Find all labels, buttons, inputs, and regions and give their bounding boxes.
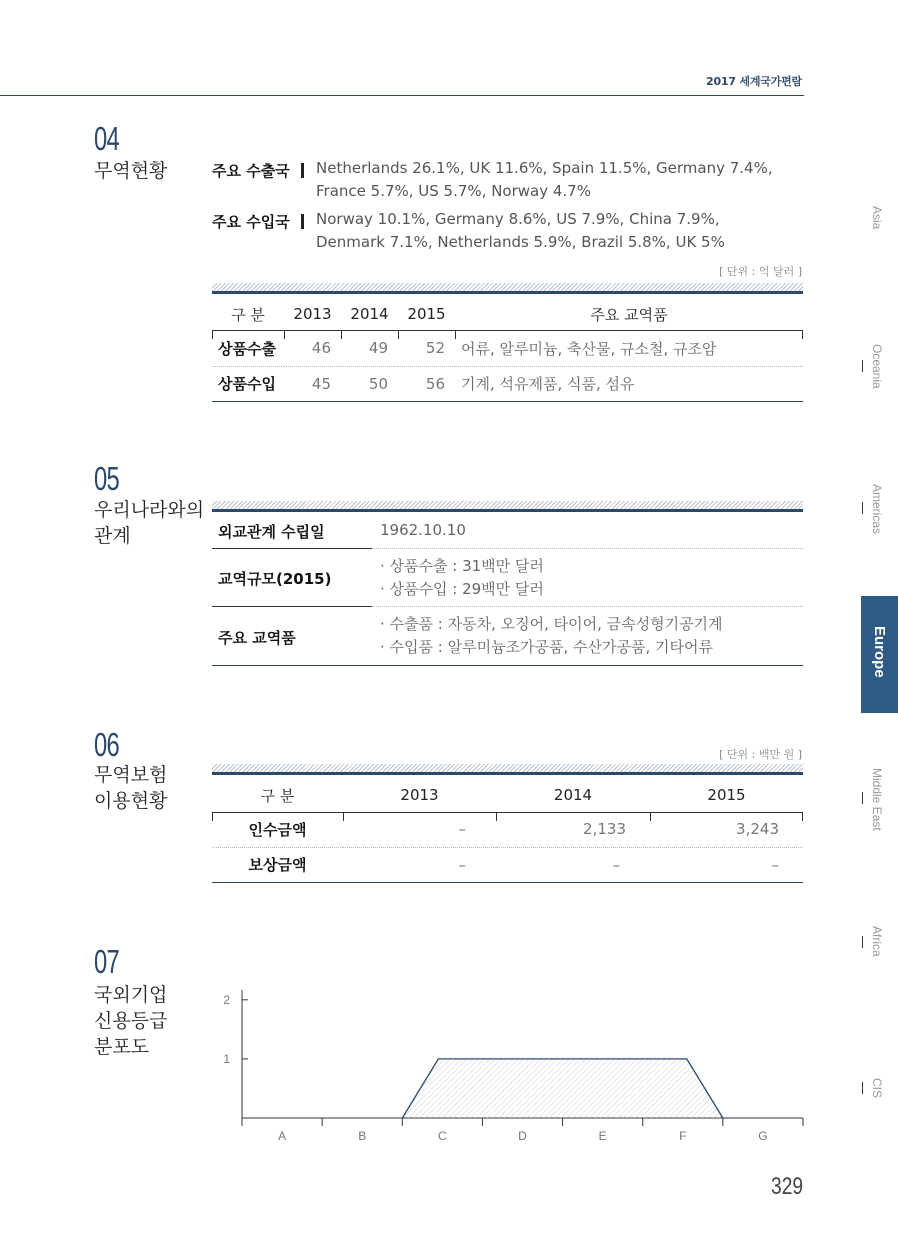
trade-unit: [ 단위 : 억 달러 ] [719,265,802,278]
cell-2014: 49 [341,331,398,366]
cell-2015: 52 [398,331,455,366]
cell-2013: – [343,812,496,847]
row-value-line: · 상품수출 : 31백만 달러 [380,557,544,575]
section-05-title: 우리나라와의 관계 [94,499,205,547]
column-tick [343,813,344,821]
insurance-table-tick-row [212,812,803,820]
cell-items: 어류, 알루미늄, 축산물, 규소철, 규조암 [455,331,803,366]
insurance-table-header [212,778,803,812]
column-tick [650,813,651,821]
page-number: 329 [770,1173,803,1200]
export-partners-bar [301,163,304,178]
row-label: 인수금액 [212,812,343,847]
x-tick-label: F [679,1129,687,1143]
y-tick-label: 1 [223,1051,230,1066]
y-tick-label: 2 [223,992,230,1007]
table-row [212,366,803,401]
side-nav-tick [862,792,863,804]
section-06-number: 06 [94,726,119,763]
section-07-number: 07 [94,943,119,980]
row-label: 주요 교역품 [218,629,296,647]
header-cell: 2015 [407,305,446,323]
cell-2014: – [496,847,650,882]
side-nav-tick [862,936,863,948]
column-tick [212,331,213,339]
credit-rating-chart [212,980,812,1150]
x-tick-label: E [598,1129,607,1143]
x-tick-label: G [758,1129,768,1143]
cell-2013: 46 [284,331,341,366]
column-tick [341,331,342,339]
relations-row [212,549,803,607]
column-tick [455,331,456,339]
import-partners-text: Norway 10.1%, Germany 8.6%, US 7.9%, China 7.9%, Denmark 7.1%, Netherlands 5.9%, Brazil 5.8%, UK 5% [316,210,725,251]
side-nav-label: Americas [870,484,884,535]
row-value: 1962.10.10 [380,521,466,539]
x-tick-label: D [518,1129,527,1143]
section-06-title: 무역보험 이용현황 [94,764,168,812]
section-04-number: 04 [94,120,119,157]
header-cell: 구 분 [231,305,265,324]
cell-2015: 56 [398,366,455,401]
side-nav-item-europe[interactable] [861,596,898,713]
insurance-table [212,778,803,883]
side-nav-tick [862,502,863,514]
relations-row [212,607,803,666]
import-partners-label: 주요 수입국 [212,213,290,231]
export-partners-text: Netherlands 26.1%, UK 11.6%, Spain 11.5%, Germany 7.4%, France 5.7%, US 5.7%, Norway 4.7% [316,159,773,200]
side-nav-tick [862,360,863,372]
side-nav-active-label: Europe [871,626,888,678]
row-value-line: · 수출품 : 자동차, 오징어, 타이어, 금속성형기공기계 [380,615,723,633]
relations-row [212,515,803,549]
cell-2015: 3,243 [650,812,803,847]
column-tick [802,813,803,821]
header-cell: 2013 [293,305,332,323]
relations-hatch [212,501,803,512]
column-tick [398,331,399,339]
table-row [212,847,803,882]
side-nav-label: Africa [870,926,884,957]
section-07-title: 국외기업 신용등급 분포도 [94,984,168,1058]
column-tick [802,331,803,339]
section-05-number: 05 [94,460,119,497]
x-tick-label: C [438,1129,447,1143]
header-cell: 2014 [350,305,389,323]
row-label: 교역규모(2015) [218,570,332,588]
row-value-line: · 수입품 : 알루미늄조가공품, 수산가공품, 기타어류 [380,638,714,656]
header-cell: 2014 [553,786,593,804]
insurance-unit: [ 단위 : 백만 원 ] [719,748,802,761]
header-cell: 2013 [400,786,439,804]
insurance-hatch [212,764,803,775]
side-nav-tick [862,1082,863,1094]
row-label: 외교관계 수립일 [218,523,325,541]
cell-2014: 50 [341,366,398,401]
header-cell: 구 분 [260,786,295,805]
x-tick-label: A [278,1129,287,1143]
column-tick [212,813,213,821]
row-value-line: · 상품수입 : 29백만 달러 [380,580,544,598]
cell-items: 기계, 석유제품, 식품, 섬유 [455,366,803,401]
column-tick [284,331,285,339]
header-rule [0,95,804,96]
running-header-title: 2017 세계국가편람 [705,75,802,88]
side-nav-label: Middle East [870,768,884,831]
side-nav-label: Oceania [870,344,884,389]
section-04-title: 무역현황 [94,160,168,182]
cell-2014: 2,133 [496,812,650,847]
trade-table-header [212,297,803,331]
row-label: 상품수입 [212,366,284,401]
cell-2013: – [343,847,496,882]
area-fill [402,1059,723,1118]
header-cell: 주요 교역품 [590,305,668,324]
row-label: 상품수출 [212,331,284,366]
export-partners-label: 주요 수출국 [212,162,290,180]
side-nav-label: CIS [870,1078,884,1099]
trade-table-tick-row [212,330,803,338]
trade-table [212,297,803,402]
side-nav-label: Asia [870,206,884,230]
trade-table-hatch [212,283,803,294]
cell-2015: – [650,847,803,882]
row-label: 보상금액 [212,847,343,882]
cell-2013: 45 [284,366,341,401]
x-tick-label: B [358,1129,367,1143]
header-cell: 2015 [707,786,746,804]
import-partners-bar [301,214,304,229]
column-tick [496,813,497,821]
